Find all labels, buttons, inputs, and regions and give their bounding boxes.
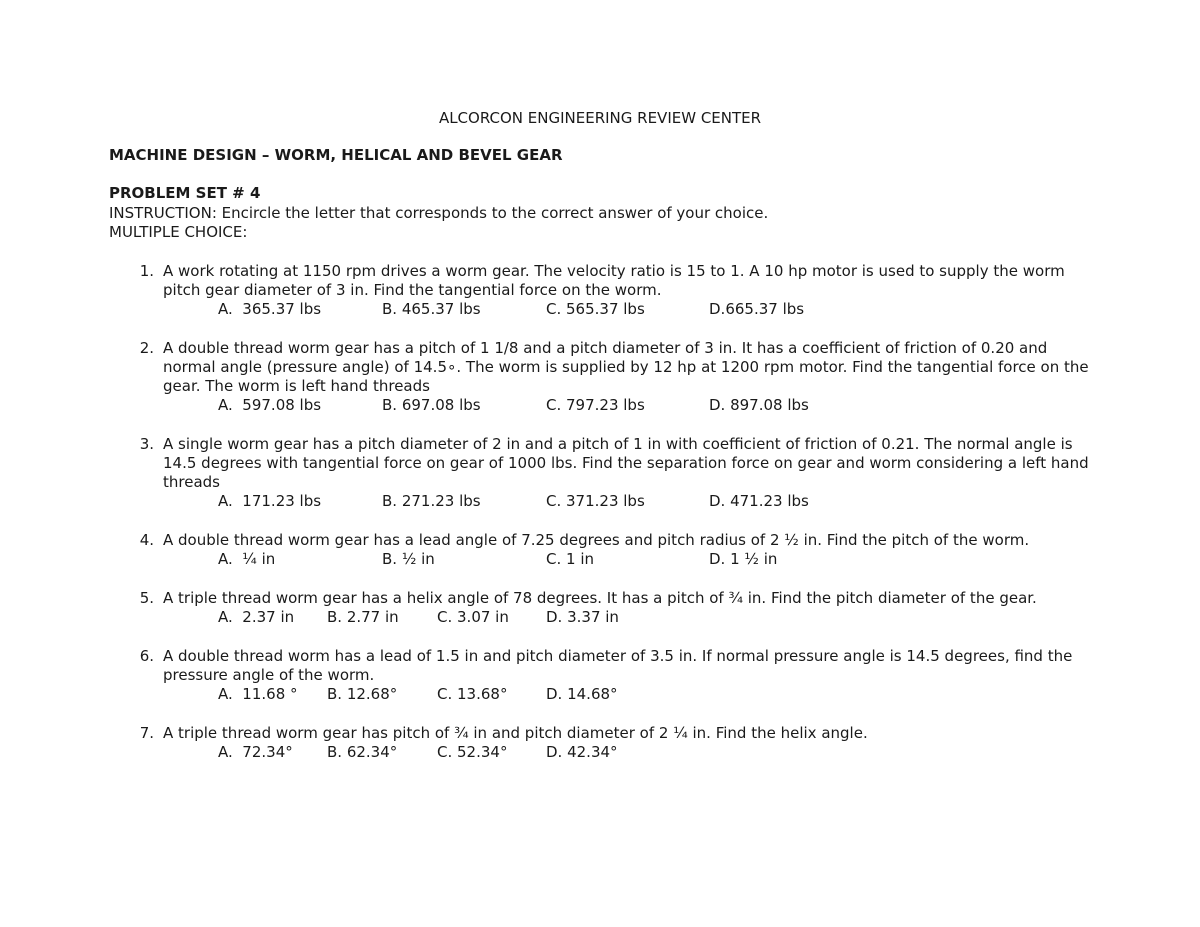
question-number: 1.: [139, 262, 154, 280]
choice-b[interactable]: B. 697.08 lbs: [382, 396, 481, 414]
choice-c[interactable]: C. 1 in: [546, 550, 594, 568]
question-text: A double thread worm has a lead of 1.5 in and pitch diameter of 3.5 in. If normal pressure angle is 14.5 degrees, find the pressure angle of the worm.: [163, 647, 1073, 684]
question-item: [0, 262, 1200, 319]
choice-a[interactable]: A. ¼ in: [218, 550, 276, 568]
choice-d[interactable]: D. 14.68°: [546, 685, 618, 703]
choice-c[interactable]: C. 565.37 lbs: [546, 300, 645, 318]
choice-b[interactable]: B. 12.68°: [327, 685, 398, 703]
question-item: [0, 724, 1200, 762]
choice-a[interactable]: A. 11.68 °: [218, 685, 298, 703]
choice-a[interactable]: A. 72.34°: [218, 743, 293, 761]
choice-a[interactable]: A. 2.37 in: [218, 608, 295, 626]
review-center-title: ALCORCON ENGINEERING REVIEW CENTER: [438, 109, 762, 127]
question-text: A double thread worm gear has a lead angle of 7.25 degrees and pitch radius of 2 ½ in. Find the pitch of the worm.: [163, 531, 1030, 549]
question-item: [0, 339, 1200, 415]
problem-set-heading: PROBLEM SET # 4: [109, 184, 261, 202]
choice-a[interactable]: A. 365.37 lbs: [218, 300, 322, 318]
question-number: 6.: [139, 647, 154, 665]
choice-row: [0, 743, 1200, 762]
question-item: [0, 435, 1200, 511]
question-text: A single worm gear has a pitch diameter of 2 in and a pitch of 1 in with coefficient of friction of 0.21. The normal angle is 14.5 degrees with tangential force on gear of 1000 lbs. Find the separation force on gear and worm considering a left hand threads: [163, 435, 1089, 491]
choice-d[interactable]: D. 42.34°: [546, 743, 618, 761]
choice-c[interactable]: C. 52.34°: [437, 743, 508, 761]
choice-d[interactable]: D. 1 ½ in: [709, 550, 778, 568]
question-item: [0, 531, 1200, 569]
choice-b[interactable]: B. 2.77 in: [327, 608, 399, 626]
choice-c[interactable]: C. 3.07 in: [437, 608, 509, 626]
instruction-text: INSTRUCTION: Encircle the letter that corresponds to the correct answer of your choice.: [109, 203, 769, 222]
choice-b[interactable]: B. 62.34°: [327, 743, 398, 761]
choice-d[interactable]: D. 3.37 in: [546, 608, 619, 626]
choice-d[interactable]: D.665.37 lbs: [709, 300, 805, 318]
choice-c[interactable]: C. 797.23 lbs: [546, 396, 645, 414]
choice-c[interactable]: C. 13.68°: [437, 685, 508, 703]
choice-row: [0, 396, 1200, 415]
question-number: 5.: [139, 589, 154, 607]
choice-row: [0, 492, 1200, 511]
question-number: 3.: [139, 435, 154, 453]
question-text: A work rotating at 1150 rpm drives a worm gear. The velocity ratio is 15 to 1. A 10 hp motor is used to supply the worm pitch gear diameter of 3 in. Find the tangential force on the worm.: [163, 262, 1065, 299]
question-list: [0, 262, 1200, 762]
choice-b[interactable]: B. 465.37 lbs: [382, 300, 481, 318]
question-text: A triple thread worm gear has a helix angle of 78 degrees. It has a pitch of ¾ in. Find the pitch diameter of the gear.: [163, 589, 1037, 607]
choice-c[interactable]: C. 371.23 lbs: [546, 492, 645, 510]
question-number: 2.: [139, 339, 154, 357]
choice-d[interactable]: D. 897.08 lbs: [709, 396, 809, 414]
choice-b[interactable]: B. ½ in: [382, 550, 435, 568]
choice-row: [0, 550, 1200, 569]
choice-d[interactable]: D. 471.23 lbs: [709, 492, 809, 510]
choice-a[interactable]: A. 597.08 lbs: [218, 396, 322, 414]
question-number: 4.: [139, 531, 154, 549]
choice-row: [0, 300, 1200, 319]
choice-row: [0, 608, 1200, 627]
choice-b[interactable]: B. 271.23 lbs: [382, 492, 481, 510]
question-type-label: MULTIPLE CHOICE:: [109, 223, 248, 241]
choice-row: [0, 685, 1200, 704]
question-number: 7.: [139, 724, 154, 742]
question-item: [0, 647, 1200, 704]
question-text: A double thread worm gear has a pitch of 1 1/8 and a pitch diameter of 3 in. It has a coefficient of friction of 0.20 and normal angle (pressure angle) of 14.5∘. The worm is supplied by 12 hp at 1200 rpm motor. Find the tangential force on the gear. The worm is left hand threads: [163, 339, 1089, 395]
choice-a[interactable]: A. 171.23 lbs: [218, 492, 322, 510]
subject-heading: MACHINE DESIGN – WORM, HELICAL AND BEVEL GEAR: [109, 146, 563, 164]
instructions-block: [109, 184, 768, 243]
question-item: [0, 589, 1200, 627]
question-text: A triple thread worm gear has pitch of ¾ in and pitch diameter of 2 ¼ in. Find the helix angle.: [163, 724, 868, 742]
